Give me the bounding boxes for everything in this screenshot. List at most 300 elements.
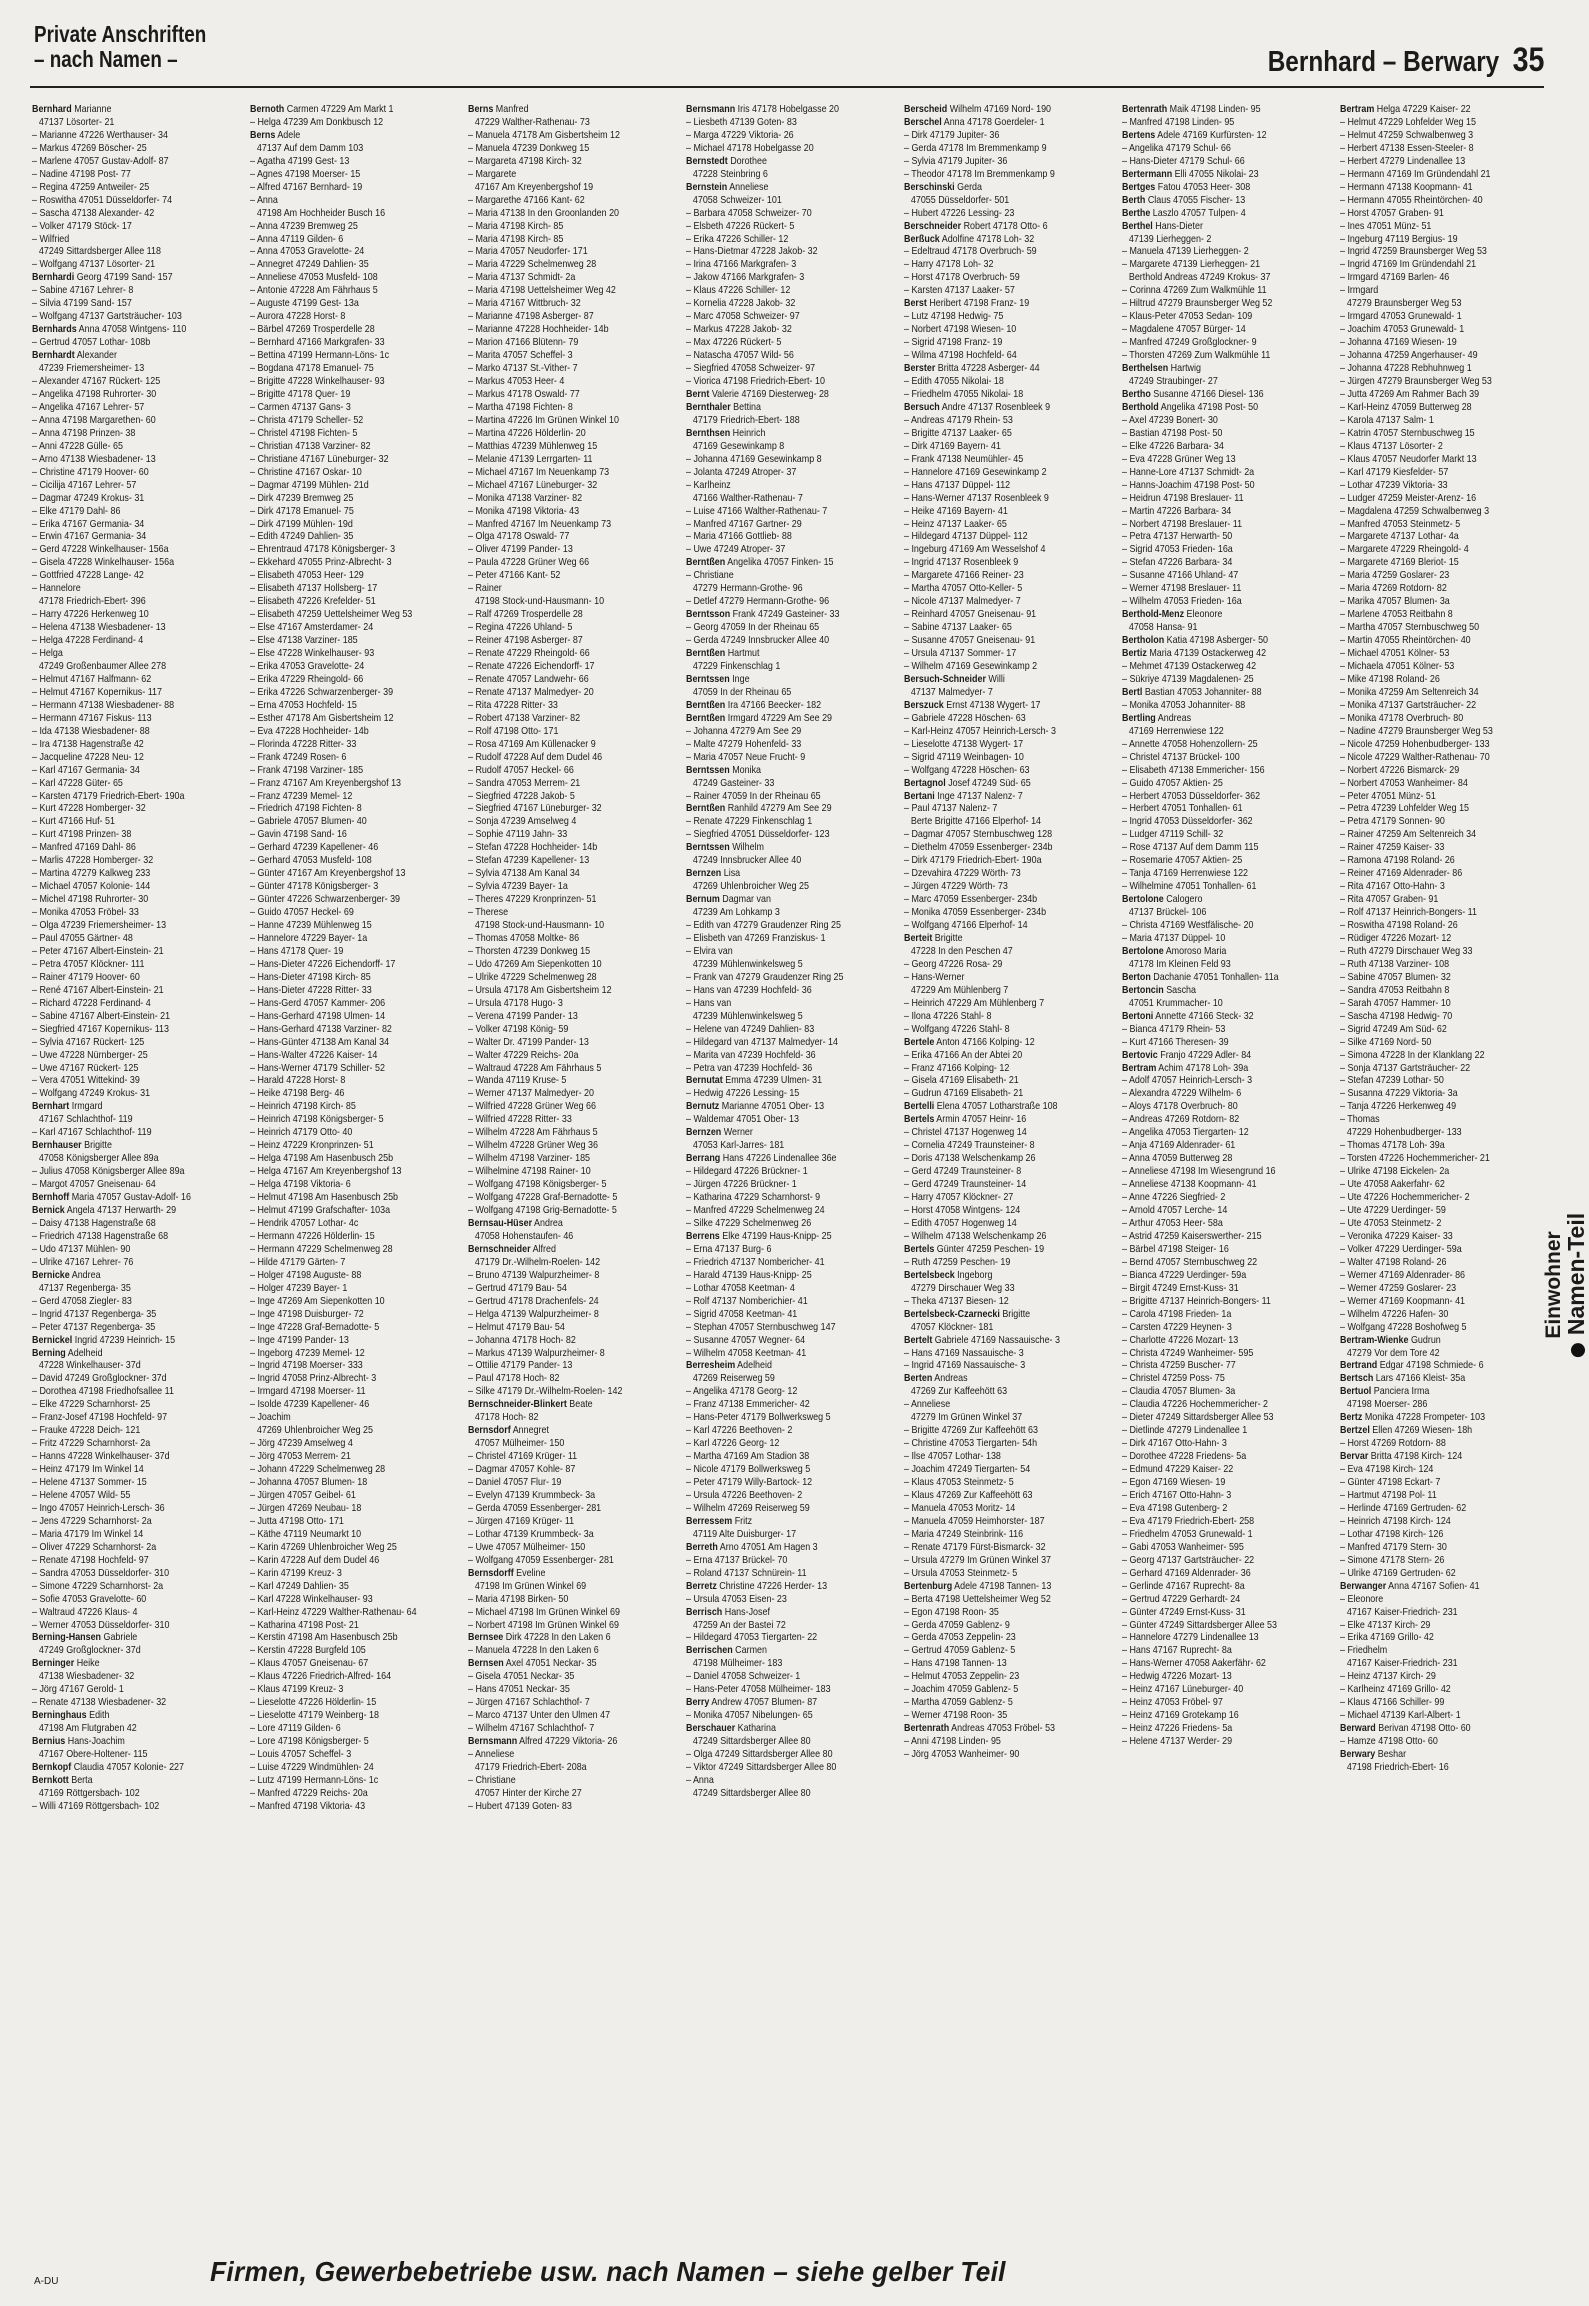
directory-entry: – Malte 47279 Hohenfeld- 33	[686, 738, 802, 750]
directory-entry: – Karl 47226 Beethoven- 2	[686, 1425, 793, 1437]
directory-entry: – Klaus 47226 Friedrich-Alfred- 164	[250, 1671, 392, 1683]
directory-entry: – Wilhelm 47226 Hafen- 30	[1340, 1308, 1449, 1320]
directory-entry: – Anneliese 47053 Musfeld- 108	[250, 272, 378, 284]
directory-entry: – Elisabeth 47259 Uettelsheimer Weg 53	[250, 609, 413, 621]
directory-entry: – Martha 47059 Gablenz- 5	[904, 1697, 1013, 1709]
directory-entry: – Ida 47138 Wiesbadener- 88	[32, 725, 150, 737]
directory-entry: – Katrin 47057 Sternbuschweg 15	[1340, 427, 1475, 439]
directory-entry: – Rudolf 47228 Auf dem Dudel 46	[468, 751, 603, 763]
directory-entry: – Wolfgang 47228 Boshofweg 5	[1340, 1321, 1467, 1333]
directory-entry: Bernickel Ingrid 47239 Heinrich- 15	[32, 1334, 176, 1346]
directory-entry: – Elisbeth van 47269 Franziskus- 1	[686, 933, 826, 944]
directory-entry: – Ramona 47198 Roland- 26	[1340, 855, 1455, 867]
directory-entry: – Udo 47137 Mühlen- 90	[32, 1243, 131, 1255]
directory-entry: – Anna 47198 Prinzen- 38	[32, 427, 136, 439]
directory-entry: – Lieselotte 47179 Weinberg- 18	[250, 1710, 379, 1722]
directory-entry: – Heinrich 47229 Am Mühlenberg 7	[904, 997, 1045, 1009]
directory-entry: – Rita 47167 Otto-Hahn- 3	[1340, 881, 1445, 893]
directory-entry: – Horst 47057 Graben- 91	[1340, 207, 1444, 219]
directory-entry: 47198 Moerser- 286	[1346, 1399, 1428, 1411]
directory-entry: – Sascha 47198 Hedwig- 70	[1340, 1010, 1453, 1022]
directory-entry: – Hermann 47138 Wiesbadener- 88	[32, 699, 175, 711]
directory-entry: – Sonja 47239 Amselweg 4	[468, 816, 577, 828]
directory-entry: – Diethelm 47059 Essenberger- 234b	[904, 842, 1053, 854]
directory-entry: – Klaus 47053 Steinmetz- 5	[904, 1477, 1014, 1489]
directory-entry: – Inge 47269 Am Siepenkotten 10	[250, 1295, 385, 1307]
directory-entry: 47198 Stock-und-Hausmann- 10	[474, 920, 605, 932]
directory-entry: – Hans-Dieter 47226 Eichendorff- 17	[250, 958, 396, 970]
directory-entry: Bernkopf Claudia 47057 Kolonie- 227	[32, 1762, 185, 1773]
directory-entry: – Johanna 47169 Gesewinkamp 8	[686, 453, 822, 465]
directory-entry: – Sylvia 47239 Bayer- 1a	[468, 881, 568, 893]
directory-entry: Bertz Monika 47228 Frompeter- 103	[1340, 1412, 1486, 1424]
directory-entry: – Georg 47137 Gartsträucher- 22	[1122, 1554, 1255, 1566]
directory-entry: – Ulrike 47167 Lehrer- 76	[32, 1256, 134, 1268]
directory-entry: – Günter 47226 Schwarzenberger- 39	[250, 894, 401, 906]
directory-entry: – Herlinde 47169 Gertruden- 62	[1340, 1502, 1467, 1514]
directory-entry: – Oliver 47229 Scharnhorst- 2a	[32, 1541, 157, 1553]
directory-entry: 47228 Winkelhauser- 37d	[38, 1360, 141, 1372]
directory-entry: Bertenburg Adele 47198 Tannen- 13	[904, 1580, 1052, 1592]
directory-entry: – Edith van 47279 Graudenzer Ring 25	[686, 920, 842, 932]
directory-entry: – Dorothee 47228 Friedens- 5a	[1122, 1451, 1247, 1463]
directory-entry: Berntsson Frank 47249 Gasteiner- 33	[686, 609, 840, 621]
directory-entry: – Manfred 47167 Im Neuenkamp 73	[468, 518, 612, 530]
directory-entry: Bernsee Dirk 47228 In den Laken 6	[468, 1632, 611, 1644]
directory-entry: Bertelsbeck Ingeborg	[904, 1269, 993, 1281]
directory-entry: Bertram-Wienke Gudrun	[1340, 1334, 1441, 1346]
directory-entry: – Christel 47137 Hogenweg 14	[904, 1127, 1027, 1139]
directory-entry: – Frauke 47228 Deich- 121	[32, 1425, 141, 1437]
directory-entry: – Manuela 47228 In den Laken 6	[468, 1645, 599, 1657]
directory-column	[904, 104, 1114, 2246]
directory-entry: – Lothar 47139 Krummbeck- 3a	[468, 1528, 594, 1540]
directory-entry: – Monika 47059 Essenberger- 234b	[904, 907, 1047, 919]
directory-entry: 47239 Am Lohkamp 3	[692, 907, 780, 919]
directory-entry: – Daniel 47058 Schweizer- 1	[686, 1671, 801, 1683]
directory-entry: Berntßen Ira 47166 Beecker- 182	[686, 699, 822, 711]
directory-entry: Berntssen Inge	[686, 673, 750, 685]
directory-entry: – Martina 47226 Im Grünen Winkel 10	[468, 414, 619, 426]
directory-entry: – Franz 47239 Memel- 12	[250, 790, 353, 802]
directory-entry: Bertens Adele 47169 Kurfürsten- 12	[1122, 129, 1267, 141]
directory-entry: – Sigrid 47119 Weinbagen- 10	[904, 751, 1024, 763]
directory-entry: – Edmund 47229 Kaiser- 22	[1122, 1464, 1234, 1476]
directory-entry: – Hans-Werner 47058 Aakerfähr- 62	[1122, 1658, 1266, 1670]
directory-entry: – Karsten 47137 Laaker- 57	[904, 285, 1015, 297]
directory-entry: – Gertrud 47229 Gerhardt- 24	[1122, 1593, 1241, 1605]
directory-entry: Berreth Arno 47051 Am Hagen 3	[686, 1541, 818, 1553]
directory-entry: – Verena 47199 Pander- 13	[468, 1010, 578, 1022]
directory-entry: – Irina 47166 Markgrafen- 3	[686, 259, 797, 271]
directory-entry: – Frank 47138 Neumühler- 45	[904, 453, 1024, 465]
directory-entry: – Petra van 47239 Hochfeld- 36	[686, 1062, 813, 1074]
directory-entry: – Alfred 47167 Bernhard- 19	[250, 181, 363, 193]
directory-entry: – Angelika 47179 Schul- 66	[1122, 142, 1231, 154]
directory-entry: – Renate 47179 Fürst-Bismarck- 32	[904, 1541, 1046, 1553]
directory-entry: – Rita 47228 Ritter- 33	[468, 699, 558, 711]
directory-entry: – Maria 47137 Schmidt- 2a	[468, 272, 576, 284]
directory-entry: – Werner 47053 Düsseldorfer- 310	[32, 1619, 170, 1631]
directory-entry: – Volker 47179 Stöck- 17	[32, 220, 132, 232]
directory-entry: – Gerda 47059 Essenberger- 281	[468, 1502, 602, 1514]
directory-entry: – Hans van	[686, 997, 732, 1009]
directory-entry: – Manfred 47229 Reichs- 20a	[250, 1787, 368, 1799]
directory-entry: Berte Brigitte 47166 Elperhof- 14	[910, 816, 1042, 828]
directory-entry: – Ute 47053 Steinmetz- 2	[1340, 1217, 1442, 1229]
directory-entry: 47057 Hinter der Kirche 27	[474, 1787, 582, 1799]
directory-entry: – Stefan 47226 Barbara- 34	[1122, 557, 1233, 569]
directory-entry: – Peter 47137 Regenberga- 35	[32, 1321, 156, 1333]
directory-entry: – Renate 47138 Wiesbadener- 32	[32, 1697, 167, 1709]
directory-entry: – Anja 47169 Aldenrader- 61	[1122, 1140, 1236, 1152]
directory-entry: – Siegfried 47167 Lüneburger- 32	[468, 803, 602, 815]
directory-entry: – Ursula 47137 Sommer- 17	[904, 648, 1017, 660]
directory-entry: – Dirk 47179 Jupiter- 36	[904, 129, 1000, 141]
directory-entry: – Karl 47249 Dahlien- 35	[250, 1580, 349, 1592]
directory-entry: 47169 Gesewinkamp 8	[692, 440, 785, 452]
directory-entry: – Jürgen 47169 Krüger- 11	[468, 1515, 575, 1527]
directory-entry: – Wolfgang 47198 Grig-Bernadotte- 5	[468, 1205, 617, 1217]
directory-entry: Bertelsbeck-Czarnecki Brigitte	[904, 1308, 1031, 1320]
directory-entry: – Arthur 47053 Heer- 58a	[1122, 1217, 1223, 1229]
directory-entry: – Hildegard 47137 Düppel- 112	[904, 531, 1028, 543]
directory-entry: Bertelt Gabriele 47169 Nassauische- 3	[904, 1334, 1060, 1346]
directory-entry: – Ulrike 47229 Schelmenweg 28	[468, 971, 597, 983]
directory-entry: – Wilhelm 47053 Frieden- 16a	[1122, 596, 1242, 608]
directory-entry: – Michael 47139 Karl-Albert- 1	[1340, 1710, 1461, 1722]
directory-entry: 47249 Innsbrucker Allee 40	[692, 855, 802, 867]
directory-entry: – Bernhard 47166 Markgrafen- 33	[250, 337, 385, 349]
directory-entry: Berning-Hansen Gabriele	[32, 1632, 138, 1644]
directory-entry: – Heinz 47167 Lüneburger- 40	[1122, 1684, 1244, 1696]
directory-entry: Bertholon Katia 47198 Asberger- 50	[1122, 635, 1269, 647]
directory-entry: – Manfred 47179 Stern- 30	[1340, 1541, 1447, 1553]
directory-entry: – Heinz 47229 Kronprinzen- 51	[250, 1140, 374, 1152]
directory-entry: – Gerda 47249 Innsbrucker Allee 40	[686, 635, 830, 647]
directory-entry: – Hermann 47167 Fiskus- 113	[32, 712, 152, 724]
directory-entry: 47228 In den Peschen 47	[910, 945, 1013, 957]
directory-entry: Berns Adele	[250, 129, 301, 141]
directory-entry: 47058 Königsberger Allee 89a	[38, 1153, 159, 1165]
directory-entry: – Manuela 47178 Am Gisbertsheim 12	[468, 129, 621, 141]
directory-entry: – Marga 47229 Viktoria- 26	[686, 129, 794, 141]
directory-entry: – Fritz 47229 Scharnhorst- 2a	[32, 1438, 151, 1450]
directory-entry: Berschauer Katharina	[686, 1723, 776, 1735]
directory-entry: 47058 Hansa- 91	[1128, 622, 1198, 634]
directory-entry: – Maria 47249 Steinbrink- 116	[904, 1528, 1024, 1540]
directory-entry: – Nicole 47137 Malmedyer- 7	[904, 596, 1021, 608]
directory-entry: – Karl 47167 Germania- 34	[32, 764, 140, 776]
directory-entry: – Elisabeth 47138 Emmericher- 156	[1122, 764, 1265, 776]
directory-entry: – Gudrun 47169 Elisabeth- 21	[904, 1088, 1024, 1100]
directory-entry: – Petra 47179 Sonnen- 90	[1340, 816, 1445, 828]
directory-entry: Bernick Angela 47137 Herwarth- 29	[32, 1205, 177, 1217]
directory-entry: – Sükriye 47139 Magdalenen- 25	[1122, 673, 1254, 685]
directory-entry: – Olga 47178 Oswald- 77	[468, 531, 570, 543]
directory-entry: – Volker 47229 Uerdinger- 59a	[1340, 1243, 1462, 1255]
directory-entry: – Gerhard 47239 Kapellener- 46	[250, 842, 379, 854]
directory-entry: – Andreas 47179 Rhein- 53	[904, 414, 1013, 426]
directory-entry: Bertels Armin 47057 Heinr- 16	[904, 1114, 1027, 1126]
directory-entry: – Sylvia 47179 Jupiter- 36	[904, 155, 1008, 167]
directory-entry: – René 47167 Albert-Einstein- 21	[32, 984, 164, 996]
directory-column	[468, 104, 678, 2246]
directory-entry: – Brigitte 47137 Heinrich-Bongers- 11	[1122, 1295, 1271, 1307]
directory-entry: – Petra 47239 Lohfelder Weg 15	[1340, 803, 1470, 815]
directory-entry: – Klaus 47057 Neudorfer Markt 13	[1340, 453, 1477, 465]
directory-entry: – Manfred 47169 Dahl- 86	[32, 842, 136, 854]
directory-entry: – Magdalene 47057 Bürger- 14	[1122, 324, 1246, 336]
directory-entry: Bertoncin Sascha	[1122, 984, 1197, 996]
directory-entry: – Heinrich 47198 Königsberger- 5	[250, 1114, 384, 1126]
directory-entry: – Hildegard 47226 Brückner- 1	[686, 1166, 808, 1178]
directory-entry: Bernthaler Bettina	[686, 401, 762, 413]
directory-entry: Berntssen Monika	[686, 764, 762, 776]
directory-entry: – Johann 47229 Schelmenweg 28	[250, 1464, 386, 1476]
directory-entry: – Angelika 47053 Tiergarten- 12	[1122, 1127, 1249, 1139]
directory-entry: 47051 Krummacher- 10	[1128, 997, 1223, 1009]
directory-entry: – Gertrud 47178 Drachenfels- 24	[468, 1295, 599, 1307]
directory-entry: – Christiane	[468, 1774, 516, 1786]
directory-entry: – Reinhard 47057 Gneisenau- 91	[904, 609, 1037, 621]
directory-entry: – Johanna 47169 Wiesen- 19	[1340, 337, 1457, 349]
directory-entry: – Tanja 47226 Herkenweg 49	[1340, 1101, 1457, 1113]
directory-entry: – Marianne 47228 Hochheider- 14b	[468, 324, 609, 336]
directory-entry: – Rolf 47137 Nomberichier- 41	[686, 1295, 808, 1307]
directory-entry: – Martha 47198 Fichten- 8	[468, 401, 573, 413]
directory-entry: Berschneider Robert 47178 Otto- 6	[904, 220, 1048, 232]
directory-entry: 47249 Großglockner- 37d	[38, 1645, 141, 1657]
directory-entry: – Martin 47055 Rheintörchen- 40	[1340, 635, 1471, 647]
directory-entry: – Irmgard 47198 Moerser- 11	[250, 1386, 366, 1398]
directory-entry: – Christa 47179 Scheller- 52	[250, 414, 364, 426]
directory-entry: – Christa 47259 Buscher- 77	[1122, 1360, 1236, 1372]
directory-entry: – Eva 47198 Gutenberg- 2	[1122, 1502, 1228, 1514]
directory-entry: – Lothar 47198 Kirch- 126	[1340, 1528, 1444, 1540]
directory-entry: Berry Andrew 47057 Blumen- 87	[686, 1697, 818, 1709]
directory-entry: – Hans-Werner 47137 Rosenbleek 9	[904, 492, 1049, 504]
directory-entry: – Martina 47226 Hölderlin- 20	[468, 427, 586, 439]
directory-entry: – Lothar 47058 Keetman- 4	[686, 1282, 795, 1294]
directory-entry: Berthel Hans-Dieter	[1122, 220, 1203, 232]
directory-entry: – Friedrich 47198 Fichten- 8	[250, 803, 362, 815]
directory-entry: – Daniel 47057 Flur- 19	[468, 1477, 562, 1489]
directory-entry: – Christa 47249 Wanheimer- 595	[1122, 1347, 1254, 1359]
directory-entry: – Carmen 47137 Gans- 3	[250, 401, 351, 413]
directory-entry: – Helmut 47053 Zeppelin- 23	[904, 1671, 1020, 1683]
directory-entry: – Jörg 47053 Wanheimer- 90	[904, 1749, 1020, 1761]
directory-entry: – Hiltrud 47279 Braunsberger Weg 52	[1122, 298, 1273, 310]
directory-entry: – Uwe 47228 Nürnberger- 25	[32, 1049, 148, 1061]
directory-entry: – Theka 47137 Biesen- 12	[904, 1295, 1009, 1307]
directory-entry: – Evelyn 47139 Krummbeck- 3a	[468, 1489, 596, 1501]
directory-entry: Bernhards Anna 47058 Wintgens- 110	[32, 324, 187, 336]
directory-entry: – Uwe 47057 Mülheimer- 150	[468, 1541, 586, 1553]
directory-entry: – Klaus 47166 Schiller- 99	[1340, 1697, 1445, 1709]
directory-entry: – Ingrid 47053 Düsseldorfer- 362	[1122, 816, 1253, 828]
directory-entry: – Margarete 47139 Lierheggen- 21	[1122, 259, 1261, 271]
directory-entry: 47137 Malmedyer- 7	[910, 686, 993, 698]
directory-entry: – Ilona 47226 Stahl- 8	[904, 1010, 992, 1022]
directory-entry: – Karlheinz 47169 Grillo- 42	[1340, 1684, 1451, 1696]
directory-entry: – Peter 47167 Albert-Einstein- 21	[32, 945, 164, 957]
directory-entry: – Sylvia 47138 Am Kanal 34	[468, 868, 580, 880]
directory-entry: Bertoni Annette 47166 Steck- 32	[1122, 1010, 1254, 1022]
directory-entry: 47053 Karl-Jarres- 181	[692, 1140, 785, 1152]
directory-entry: Bertiz Maria 47139 Ostackerweg 42	[1122, 648, 1267, 660]
directory-entry: – Herbert 47053 Düsseldorfer- 362	[1122, 790, 1261, 802]
directory-entry: – Karin 47199 Kreuz- 3	[250, 1567, 342, 1579]
directory-entry: – Erika 47226 Schiller- 12	[686, 233, 789, 245]
page-header-range	[1267, 41, 1544, 79]
directory-entry: – Friedhelm 47055 Nikolai- 18	[904, 388, 1024, 400]
directory-entry: – Franz 47138 Emmericher- 42	[686, 1399, 810, 1411]
directory-entry: – Hans 47137 Düppel- 112	[904, 479, 1011, 491]
directory-entry: 47166 Walther-Rathenau- 7	[692, 492, 803, 504]
directory-entry: 47239 Mühlenwinkelsweg 5	[692, 1010, 803, 1022]
directory-entry: – Stefan 47239 Lothar- 50	[1340, 1075, 1444, 1087]
directory-entry: – Renate 47229 Finkenschlag 1	[686, 816, 813, 828]
directory-entry: 47178 Im Kleinen Feld 93	[1128, 958, 1231, 970]
directory-entry: – Agnes 47198 Moerser- 15	[250, 168, 361, 180]
directory-entry: – Margareta 47198 Kirch- 32	[468, 155, 582, 167]
directory-entry: – Manfred 47229 Schelmenweg 24	[686, 1205, 825, 1217]
directory-entry: – Norbert 47198 Wiesen- 10	[904, 324, 1017, 336]
directory-entry: – Vera 47051 Wittekind- 39	[32, 1075, 140, 1087]
directory-entry: – Ursula 47053 Steinmetz- 5	[904, 1567, 1018, 1579]
directory-entry: – Ingrid 47137 Regenberga- 35	[32, 1308, 157, 1320]
directory-entry: – Maria 47138 In den Groonlanden 20	[468, 207, 620, 219]
directory-entry: – Norbert 47226 Bismarck- 29	[1340, 764, 1460, 776]
directory-entry: – Egon 47198 Roon- 35	[904, 1606, 999, 1618]
directory-entry: – Hedwig 47226 Lessing- 15	[686, 1088, 800, 1100]
directory-entry: – Jürgen 47226 Brückner- 1	[686, 1179, 797, 1191]
directory-entry: – Gavin 47198 Sand- 16	[250, 829, 347, 841]
directory-entry: – Lore 47198 Königsberger- 5	[250, 1736, 369, 1748]
directory-entry: – Wilhelmine 47051 Tonhallen- 61	[1122, 881, 1257, 893]
directory-entry: – Elke 47137 Kirch- 29	[1340, 1619, 1431, 1631]
directory-entry: – Lothar 47239 Viktoria- 33	[1340, 479, 1448, 491]
directory-entry: 47178 Friedrich-Ebert- 396	[38, 596, 146, 608]
directory-entry: 47137 Lösorter- 21	[38, 116, 115, 128]
directory-entry: – Thomas 47178 Loh- 39a	[1340, 1140, 1445, 1152]
directory-entry: Bernicke Andrea	[32, 1269, 101, 1281]
directory-entry: – Ralf 47269 Trosperdelle 28	[468, 609, 583, 621]
directory-entry: – Walter 47198 Roland- 26	[1340, 1256, 1447, 1268]
directory-entry: – Bernd 47057 Sternbuschweg 22	[1122, 1256, 1258, 1268]
directory-entry: 47269 Reiserweg 59	[692, 1373, 775, 1385]
directory-entry: 47057 Klöckner- 181	[910, 1321, 994, 1333]
directory-entry: – Elvira van	[686, 945, 733, 957]
directory-entry: – Ute 47226 Hochemmericher- 2	[1340, 1192, 1470, 1204]
directory-entry: – Ursula 47178 Am Gisbertsheim 12	[468, 984, 612, 996]
directory-entry: – Silvia 47199 Sand- 157	[32, 298, 132, 310]
directory-entry: – Axel 47239 Bonert- 30	[1122, 414, 1218, 426]
directory-entry: – Heinz 47053 Fröbel- 97	[1122, 1697, 1223, 1709]
directory-entry: – Anna	[250, 194, 278, 206]
directory-entry: – Erika 47167 Germania- 34	[32, 518, 145, 530]
directory-entry: – Lutz 47198 Hedwig- 75	[904, 311, 1004, 323]
directory-entry: – Ursula 47226 Beethoven- 2	[686, 1489, 803, 1501]
directory-entry: – Ursula 47053 Eisen- 23	[686, 1593, 787, 1605]
directory-entry: – Gisela 47228 Winkelhauser- 156a	[32, 557, 175, 569]
directory-entry: – Lieselotte 47138 Wygert- 17	[904, 738, 1024, 750]
directory-entry: Bernhauser Brigitte	[32, 1140, 112, 1152]
directory-entry: Berressem Fritz	[686, 1515, 753, 1527]
directory-entry: – Hedwig 47226 Mozart- 13	[1122, 1671, 1232, 1683]
directory-entry: 47198 Am Flutgraben 42	[38, 1723, 137, 1735]
directory-entry: – Rüdiger 47226 Mozart- 12	[1340, 933, 1452, 944]
directory-entry: 47137 Auf dem Damm 103	[256, 142, 364, 154]
directory-entry: – Maria 47269 Rotdorn- 82	[1340, 583, 1447, 595]
directory-entry: 47249 Straubinger- 27	[1128, 376, 1218, 388]
directory-entry: Bertuol Panciera Irma	[1340, 1386, 1430, 1398]
directory-entry: – Helena 47138 Wiesbadener- 13	[32, 622, 166, 634]
directory-entry: 47058 Schweizer- 101	[692, 194, 782, 206]
directory-entry: – Torsten 47226 Hochemmericher- 21	[1340, 1153, 1490, 1165]
directory-entry: – Martha 47057 Sternbuschweg 50	[1340, 622, 1480, 634]
directory-entry: – Gerd 47058 Ziegler- 83	[32, 1295, 132, 1307]
directory-entry: – Jürgen 47229 Wörth- 73	[904, 881, 1008, 893]
directory-entry: – Harald 47139 Haus-Knipp- 25	[686, 1269, 812, 1281]
directory-entry: – Erika 47053 Gravelotte- 24	[250, 660, 365, 672]
directory-entry: 47167 Kaiser-Friedrich- 231	[1346, 1606, 1458, 1618]
directory-entry: – Hannelore 47279 Lindenallee 13	[1122, 1632, 1259, 1644]
directory-entry: – Michael 47167 Lüneburger- 32	[468, 479, 598, 491]
header-title-line1: Private Anschriften	[34, 21, 207, 47]
directory-entry: Bernum Dagmar van	[686, 894, 771, 906]
directory-entry: – Sabine 47057 Blumen- 32	[1340, 971, 1451, 983]
directory-entry: – Ute 47058 Aakerfahr- 62	[1340, 1179, 1445, 1191]
directory-entry: – Rolf 47198 Otto- 171	[468, 725, 559, 737]
directory-entry: – Marko 47137 St.-Vither- 7	[468, 363, 578, 375]
directory-entry: Bernhard Marianne	[32, 104, 112, 115]
directory-entry: – Rainer 47059 In der Rheinau 65	[686, 790, 821, 802]
directory-entry: – Stefan 47239 Kapellener- 13	[468, 855, 590, 867]
directory-entry: – Eleonore	[1340, 1593, 1384, 1605]
directory-entry: – Bianca 47179 Rhein- 53	[1122, 1023, 1226, 1035]
directory-entry: – Marlis 47228 Homberger- 32	[32, 855, 154, 867]
directory-entry: 47179 Friedrich-Ebert- 208a	[474, 1762, 587, 1773]
directory-entry: – Wolfgang 47059 Essenberger- 281	[468, 1554, 614, 1566]
directory-entry: Berntßen Ranhild 47279 Am See 29	[686, 803, 832, 815]
directory-entry: – Ludger 47119 Schill- 32	[1122, 829, 1224, 841]
directory-entry: – Thorsten 47239 Donkweg 15	[468, 945, 591, 957]
directory-entry: – Manfred 47053 Steinmetz- 5	[1340, 518, 1461, 530]
directory-entry: – Manuela 47053 Moritz- 14	[904, 1502, 1016, 1514]
directory-entry: – Dieter 47249 Sittardsberger Allee 53	[1122, 1412, 1274, 1424]
directory-entry: – Christiane	[686, 570, 734, 582]
directory-entry: – Sylvia 47167 Rückert- 125	[32, 1036, 145, 1048]
directory-entry: – Hans 47167 Ruprecht- 8a	[1122, 1645, 1232, 1657]
directory-entry: Bernsen Axel 47051 Neckar- 35	[468, 1658, 597, 1670]
directory-entry: Berntßen Irmgard 47229 Am See 29	[686, 712, 833, 724]
directory-entry: 47249 Sittardsberger Allee 80	[692, 1787, 811, 1799]
directory-entry: – Helga 47198 Viktoria- 6	[250, 1179, 351, 1191]
directory-entry: Bernhardi Georg 47199 Sand- 157	[32, 272, 173, 284]
directory-entry: – Sabine 47137 Laaker- 65	[904, 622, 1012, 634]
directory-entry: Berteit Brigitte	[904, 933, 963, 944]
directory-entry: Bertelli Elena 47057 Lotharstraße 108	[904, 1101, 1058, 1113]
directory-entry: – Ekkehard 47055 Prinz-Albrecht- 3	[250, 557, 392, 569]
directory-entry: – Melanie 47139 Lerrgarten- 11	[468, 453, 593, 465]
directory-entry: 47279 Hermann-Grothe- 96	[692, 583, 803, 595]
directory-entry: – Helmut 47259 Schwalbenweg 3	[1340, 129, 1474, 141]
directory-entry: – Irmgard	[1340, 285, 1379, 297]
directory-entry: Berth Claus 47055 Fischer- 13	[1122, 194, 1246, 206]
directory-entry: – Detlef 47279 Hermann-Grothe- 96	[686, 596, 830, 608]
